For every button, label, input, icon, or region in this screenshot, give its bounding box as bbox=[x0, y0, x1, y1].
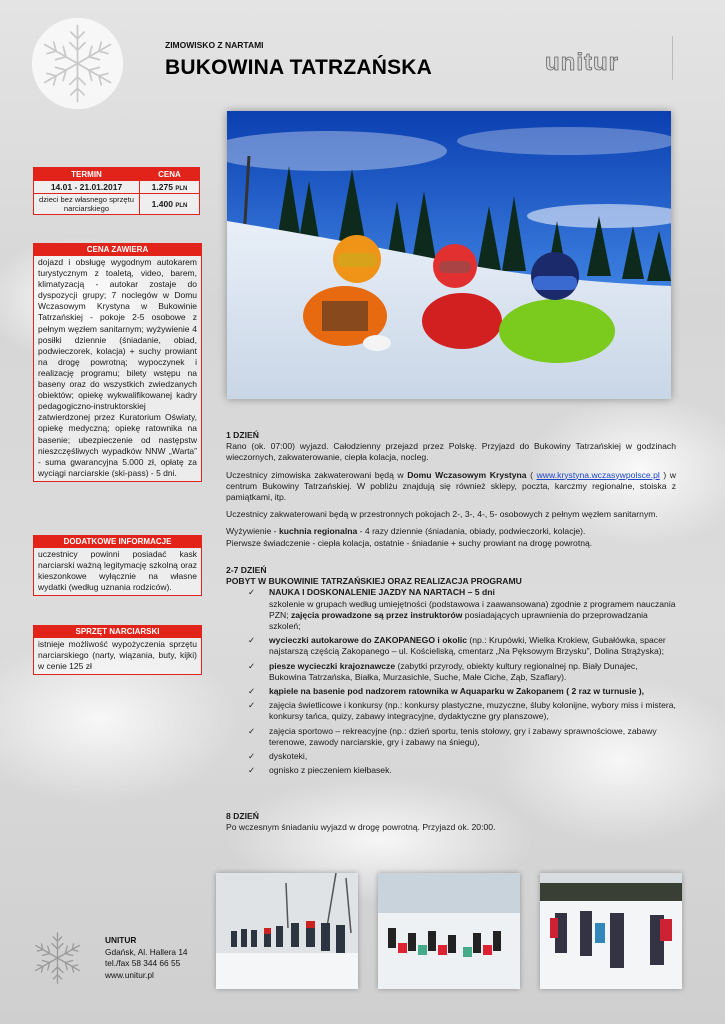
day1-accommodation bbox=[226, 470, 676, 504]
table-header-row bbox=[34, 168, 200, 181]
equipment-box bbox=[33, 625, 202, 675]
table-row bbox=[34, 181, 200, 194]
item-title: kąpiele na basenie pod nadzorem ratownika w Aquaparku w Zakopanem ( 2 raz w turnusie ), bbox=[269, 686, 645, 697]
check-icon: ✓ bbox=[248, 587, 256, 598]
check-icon: ✓ bbox=[248, 725, 256, 736]
day8-text: Po wczesnym śniadaniu wyjazd w drogę powrotną. Przyjazd ok. 20:00. bbox=[226, 822, 496, 833]
photo-ski-group-3 bbox=[540, 873, 682, 989]
additional-heading: DODATKOWE INFORMACJE bbox=[34, 536, 201, 548]
price-value: 1.400 bbox=[151, 199, 173, 209]
day1-section bbox=[226, 430, 676, 549]
days2-7-section bbox=[226, 565, 676, 779]
price-cell bbox=[140, 194, 200, 215]
list-item bbox=[226, 765, 676, 776]
term-cell: dzieci bez własnego sprzętu narciarskiego bbox=[34, 194, 140, 215]
equipment-text: istnieje możliwość wypożyczenia sprzętu narciarskiego (narty, wiązania, buty, kijki) w cenie 125 zł bbox=[38, 639, 197, 672]
price-table bbox=[33, 167, 200, 215]
item-text: (zabytki przyrody, obiekty kultury regionalnej np. Biały Dunajec, Bukowina Tatrzańska, Białka, Murzasichle, Suche, Małe Ciche, Ząb, Szaflary). bbox=[269, 660, 638, 682]
list-item bbox=[226, 700, 676, 722]
check-icon: ✓ bbox=[248, 751, 256, 762]
item-title: piesze wycieczki krajoznawcze bbox=[269, 660, 396, 671]
snowflake-icon bbox=[30, 16, 125, 111]
price-unit: PLN bbox=[175, 186, 188, 192]
footer-contact bbox=[105, 935, 188, 981]
additional-info-box bbox=[33, 535, 202, 596]
company-address: Gdańsk, Al. Hallera 14 bbox=[105, 946, 188, 957]
header-divider bbox=[672, 36, 673, 80]
item-text: dyskoteki, bbox=[269, 751, 308, 762]
text-span: - 4 razy dziennie (śniadania, obiady, podwieczorki, kolacje). bbox=[357, 526, 586, 537]
price-value: 1.275 bbox=[151, 182, 173, 192]
includes-heading: CENA ZAWIERA bbox=[34, 244, 201, 256]
hero-photo bbox=[227, 111, 671, 399]
item-title: wycieczki autokarowe do ZAKOPANEGO i okolic bbox=[269, 635, 468, 646]
check-icon: ✓ bbox=[248, 660, 256, 671]
day1-heading: 1 DZIEŃ bbox=[226, 430, 259, 440]
program-list bbox=[226, 587, 676, 776]
list-item bbox=[226, 661, 676, 683]
photo-ski-group-1 bbox=[216, 873, 358, 989]
day1-meals bbox=[226, 526, 676, 537]
includes-text: dojazd i obsługę wygodnym autokarem turystycznym z toaletą, video, barem, klimatyzacją - autokar zostaje do dyspozycji grupy; 7 noclegów w Domu Wczasowym Krystyna w Bukowinie Tatrzańskiej - pokoje 2-5 osobowe z pełnym węzłem sanitarnym; wyżywienie 4 posiłki dziennie (śniadanie, obiad, podwieczorek, kolacja) + suchy prowiant na drogę powrotną; wypoczynek i realizację programu; bilety wstępu na baseny oraz do wszystkich zwiedzanych obiektów; opiekę wykwalifikowanej kadry pedagogiczno-instruktorskiej zatwierdzonej przez Kuratorium Oświaty, opiekę medyczną; opiekę ratownika na basenie; ubezpieczenie od następstw nieszczęśliwych wypadków NNW „Warta” - suma gwarancyjna 5.000 zł, opłatę za wyciągi narciarskie (ski-pass) - 5 dni. bbox=[38, 257, 197, 478]
list-item bbox=[226, 635, 676, 657]
table-row bbox=[34, 194, 200, 215]
list-item bbox=[226, 751, 676, 762]
text-span: Uczestnicy zimowiska zakwaterowani będą w bbox=[226, 469, 408, 480]
day1-first-last: Pierwsze świadczenie - ciepła kolacja, ostatnie - śniadanie + suchy prowiant na drogę powrotną. bbox=[226, 537, 593, 548]
item-title: NAUKA I DOSKONALENIE JAZDY NA NARTACH – 5 dni bbox=[269, 587, 495, 598]
hotel-website-link[interactable]: www.krystyna.wczasywpolsce.pl bbox=[536, 469, 660, 480]
item-text: zajęcia świetlicowe i konkursy (np.: konkursy plastyczne, muzyczne, śluby kolonijne, wybory miss i mistera, konkursy tańca, quizy, zabawy integracyjne, dydaktyczne gry planszowe), bbox=[269, 700, 676, 722]
text-span: Wyżywienie - bbox=[226, 526, 279, 537]
days2-7-heading: 2-7 DZIEŃ bbox=[226, 565, 267, 575]
days2-7-subheading: POBYT W BUKOWINIE TATRZAŃSKIEJ ORAZ REALIZACJA PROGRAMU bbox=[226, 576, 522, 587]
photo-ski-group-2 bbox=[378, 873, 520, 989]
check-icon: ✓ bbox=[248, 686, 256, 697]
cuisine: kuchnia regionalna bbox=[278, 526, 358, 537]
item-text: zajęcia sportowo – rekreacyjne (np.: dzień sportu, tenis stołowy, gry i zabawy sprawnościowe, zabawy terenowe, zawody narciarskie, gry i zabawy na śniegu), bbox=[269, 725, 657, 747]
list-item bbox=[226, 686, 676, 697]
price-unit: PLN bbox=[175, 203, 188, 209]
company-name: UNITUR bbox=[105, 935, 137, 945]
equipment-heading: SPRZĘT NARCIARSKI bbox=[34, 626, 201, 638]
text-span: ( bbox=[526, 469, 537, 480]
col-price-header: CENA bbox=[140, 168, 200, 181]
item-text: (np.: Krupówki, Wielka Krokiew, Gubałówka, spacer najstarszą częścią Zakopanego – ul. Kościeliską, cmentarz „Na Pęksowym Brzysku”, Dolina Strążyska); bbox=[269, 635, 666, 657]
unitur-logo bbox=[543, 48, 665, 76]
hotel-name: Domu Wczasowym Krystyna bbox=[407, 469, 527, 480]
day8-section bbox=[226, 811, 676, 833]
company-website[interactable]: www.unitur.pl bbox=[105, 969, 154, 980]
term-cell: 14.01 - 21.01.2017 bbox=[34, 181, 140, 194]
snowflake-icon bbox=[25, 928, 90, 988]
item-text: szkolenie w grupach według umiejętności (podstawowa i zaawansowana) zgodnie z programem nauczania PZN; bbox=[269, 598, 676, 620]
includes-box bbox=[33, 243, 202, 482]
price-cell bbox=[140, 181, 200, 194]
text-span: ) w centrum Bukowiny Tatrzańskiej. W pobliżu znajdują się również sklepy, poczta, karczmy regionalne, stoiska z pamiątkami, itp. bbox=[226, 469, 676, 503]
additional-text: uczestnicy powinni posiadać kask narciarski ważną legitymację szkolną oraz kieszonkowe wyłącznie na własne wydatki (według uznania rodziców). bbox=[38, 549, 197, 593]
item-text: posiadających uprawnienia do przeprowadzania szkoleń; bbox=[269, 609, 648, 632]
list-item bbox=[226, 587, 676, 632]
item-text: ognisko z pieczeniem kiełbasek. bbox=[269, 765, 392, 776]
list-item bbox=[226, 726, 676, 748]
page-title: BUKOWINA TATRZAŃSKA bbox=[165, 56, 433, 79]
day1-paragraph: Rano (ok. 07:00) wyjazd. Całodzienny przejazd przez Polskę. Przyjazd do Bukowiny Tatrzańskiej w godzinach wieczornych, zakwaterowanie, ciepła kolacja, nocleg. bbox=[226, 441, 676, 463]
day8-heading: 8 DZIEŃ bbox=[226, 811, 259, 821]
check-icon: ✓ bbox=[248, 765, 256, 776]
day1-rooms: Uczestnicy zakwaterowani będą w przestronnych pokojach 2-, 3-, 4-, 5- osobowych z pełnym węzłem sanitarnym. bbox=[226, 509, 658, 520]
col-term-header: TERMIN bbox=[34, 168, 140, 181]
check-icon: ✓ bbox=[248, 635, 256, 646]
check-icon: ✓ bbox=[248, 700, 256, 711]
company-phone: tel./fax 58 344 66 55 bbox=[105, 958, 181, 969]
item-bold: zajęcia prowadzone są przez instruktorów bbox=[290, 609, 463, 620]
subtitle: ZIMOWISKO Z NARTAMI bbox=[165, 40, 264, 50]
logo-text: unitur bbox=[545, 49, 619, 76]
